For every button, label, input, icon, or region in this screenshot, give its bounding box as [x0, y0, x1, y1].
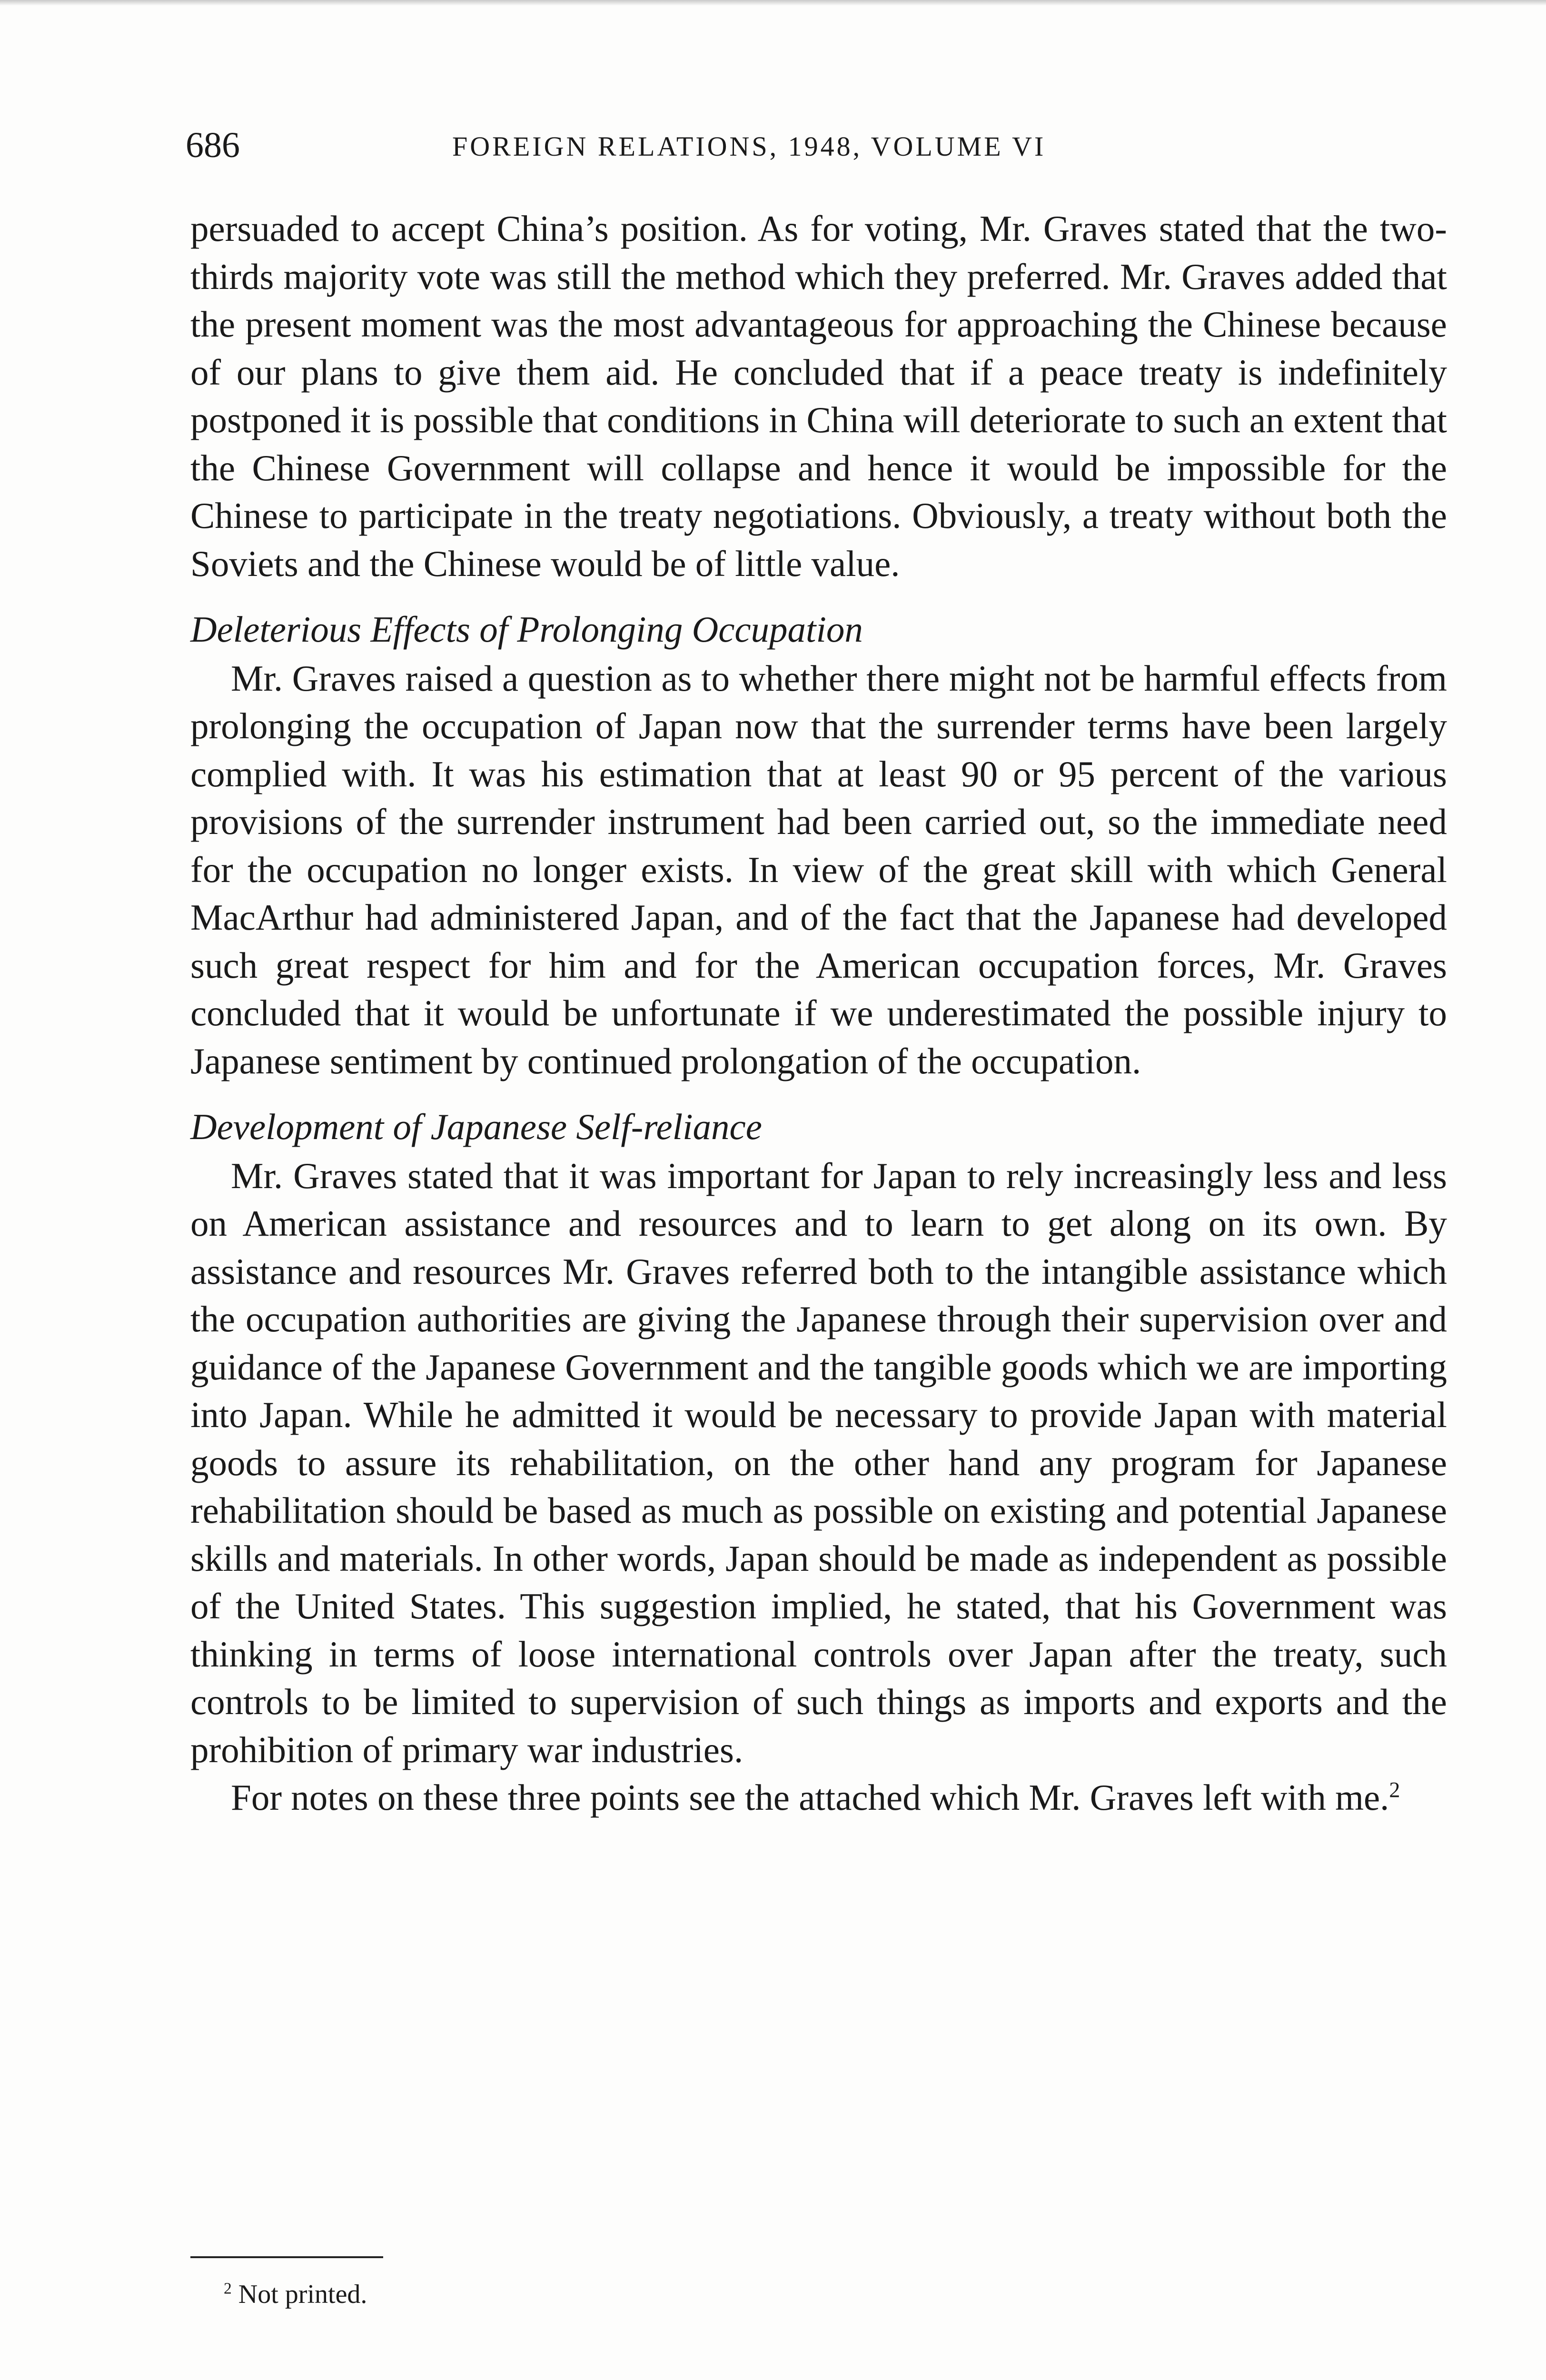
page-number: 686 — [186, 125, 240, 165]
footnote-reference: 2 — [1389, 1777, 1400, 1802]
running-title: FOREIGN RELATIONS, 1948, VOLUME VI — [452, 131, 1046, 162]
paragraph-attached-notes-text: For notes on these three points see the attached which Mr. Graves left with me. — [231, 1777, 1389, 1818]
paragraph-self-reliance: Mr. Graves stated that it was important for Japan to rely increasingly less and less on American assistance and resources and to learn to get along on its own. By assistance and resources Mr. Graves referred both to the intangible assistance which the occupation authorities are giving the Japanese through their supervision over and guidance of the Japanese Government and the tangible goods which we are importing into Japan. While he admitted it would be necessary to provide Japan with material goods to assure its rehabilitation, on the other hand any program for Japanese rehabilitation should be based as much as possible on existing and potential Japanese skills and materials. In other words, Japan should be made as independent as possible of the United States. This suggestion implied, he stated, that his Government was thinking in terms of loose international controls over Japan after the treaty, such controls to be limited to supervision of such things as imports and exports and the prohibition of primary war industries. — [190, 1155, 1447, 1770]
section-heading-deleterious-effects: Deleterious Effects of Prolonging Occupation — [190, 609, 863, 650]
paragraph-deleterious-effects: Mr. Graves raised a question as to whether there might not be harmful effects from prolonging the occupation of Japan now that the surrender terms have been largely complied with. It was his estimation that at least 90 or 95 percent of the various provisions of the surrender instrument had been carried out, so the immediate need for the occupation no longer exists. In view of the great skill with which General MacArthur had administered Japan, and of the fact that the Japanese had developed such great respect for him and for the American occupation forces, Mr. Graves concluded that it would be unfortunate if we underestimated the possible injury to Japanese sentiment by continued prolongation of the occupation. — [190, 657, 1447, 1081]
section-heading-self-reliance: Development of Japanese Self-reliance — [190, 1106, 762, 1147]
body-text — [190, 205, 1447, 1822]
footnote — [224, 2275, 367, 2313]
running-header — [186, 119, 1447, 171]
footnote-text: Not printed. — [238, 2280, 367, 2309]
paragraph-continuation: persuaded to accept China’s position. As for voting, Mr. Graves stated that the two-thirds majority vote was still the method which they preferred. Mr. Graves added that the present moment was the most advantageous for approaching the Chinese because of our plans to give them aid. He concluded that if a peace treaty is indefinitely postponed it is possible that conditions in China will deteriorate to such an extent that the Chinese Government will collapse and hence it would be impossible for the Chinese to participate in the treaty negotiations. Obviously, a treaty without both the Soviets and the Chinese would be of little value. — [190, 208, 1447, 584]
page-top-edge — [0, 0, 1546, 6]
paragraph-attached-notes — [190, 1774, 1447, 1822]
footnote-divider — [190, 2256, 383, 2258]
footnote-marker: 2 — [224, 2280, 232, 2298]
